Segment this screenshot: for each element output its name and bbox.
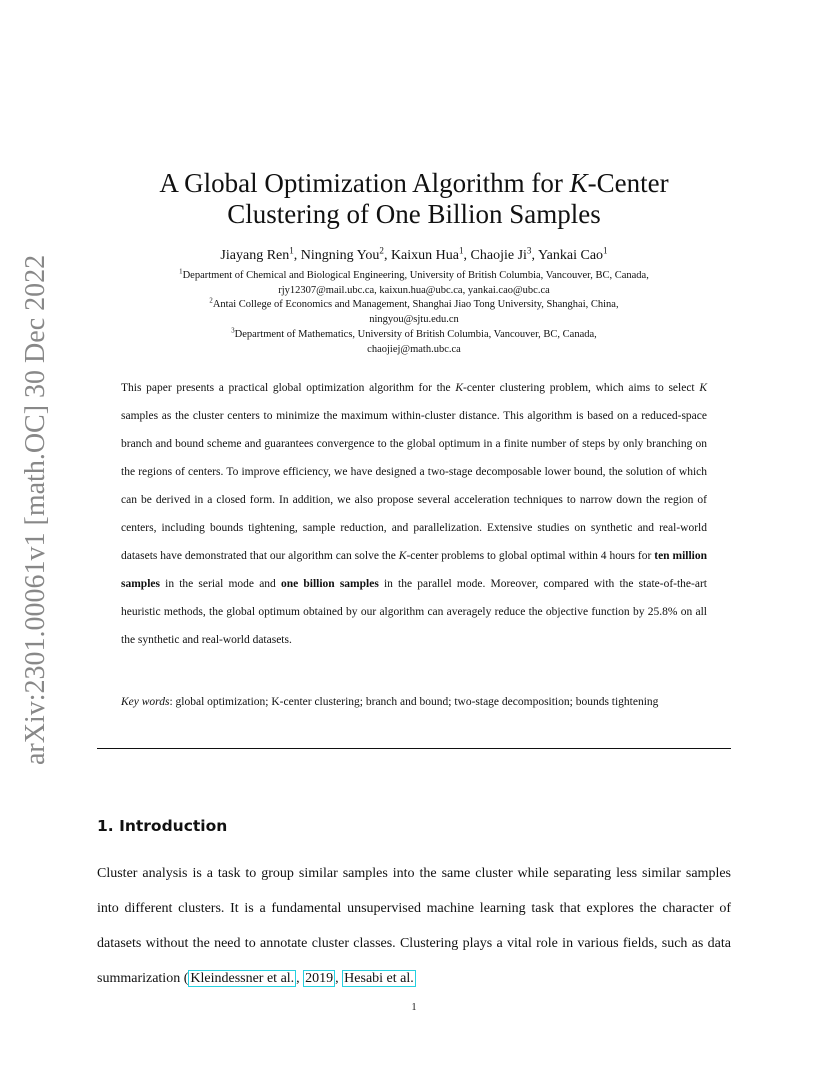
author-name: Kaixun Hua: [390, 248, 459, 263]
title-line-1: A Global Optimization Algorithm for K-Center: [159, 168, 669, 198]
affiliation-3: $^3$Department of Mathematics, University of British Columbia, Vancouver, BC, Canada, chaojiej@math.ubc.ca: [60, 327, 768, 357]
arxiv-identifier: arXiv:2301.00061v1 [math.OC] 30 Dec 2022: [20, 254, 51, 765]
author-name: Ningning You: [300, 248, 380, 263]
affiliation-2: $^2$Antai College of Economics and Management, Shanghai Jiao Tong University, Shanghai, China, ningyou@sjtu.edu.cn: [60, 297, 768, 327]
paper-title: [60, 168, 768, 230]
keywords-text: global optimization; K-center clustering; branch and bound; two-stage decomposition; bounds tightening: [172, 696, 659, 708]
citation-link[interactable]: 2019: [305, 971, 334, 986]
section-divider: [97, 748, 731, 749]
section-heading-introduction: 1. Introduction: [97, 817, 228, 835]
author-name: Chaojie Ji: [470, 248, 527, 263]
title-line-2: Clustering of One Billion Samples: [227, 199, 601, 229]
affiliation-1: $^1$Department of Chemical and Biological Engineering, University of British Columbia, Vancouver, BC, Canada, rjy12307@mail.ubc.ca, kaixun.hua@ubc.ca, yankai.cao@ubc.ca: [60, 268, 768, 298]
introduction-paragraph: Cluster analysis is a task to group similar samples into the same cluster while separating less similar samples into different clusters. It is a fundamental unsupervised machine learning task that explores the character of datasets without the need to annotate cluster classes. Clustering plays a vital role in various fields, such as data summarization ( Kleindessner et al. , 2019 , Hesabi et al.: [97, 866, 731, 986]
citation-link[interactable]: Hesabi et al.: [344, 971, 414, 986]
keywords-label: Key words: [121, 696, 170, 708]
abstract-text: This paper presents a practical global optimization algorithm for the K-center clustering problem, which aims to select K samples as the cluster centers to minimize the maximum within-cluster distance. This algorithm is based on a reduced-space branch and bound scheme and guarantees convergence to the global optimum in a finite number of steps by only branching on the regions of centers. To improve efficiency, we have designed a two-stage decomposable lower bound, the solution of which can be derived in a closed form. In addition, we also propose several acceleration techniques to narrow down the region of centers, including bounds tightening, sample reduction, and parallelization. Extensive studies on synthetic and real-world datasets have demonstrated that our algorithm can solve the K-center problems to global optimal within 4 hours for ten million samples in the serial mode and one billion samples in the parallel mode. Moreover, compared with the state-of-the-art heuristic methods, the global optimum obtained by our algorithm can averagely reduce the objective function by 25.8% on all the synthetic and real-world datasets.: [121, 382, 707, 646]
affiliation-emails: rjy12307@mail.ubc.ca, kaixun.hua@ubc.ca, yankai.cao@ubc.ca: [278, 285, 550, 296]
abstract: [121, 374, 707, 654]
keywords: Key words: global optimization; K-center clustering; branch and bound; two-stage decomposition; bounds tightening: [121, 696, 659, 708]
affiliation-emails: chaojiej@math.ubc.ca: [367, 344, 461, 355]
affiliation-emails: ningyou@sjtu.edu.cn: [369, 314, 459, 325]
page-number: 1: [411, 1002, 417, 1013]
author-name: Jiayang Ren: [220, 248, 290, 263]
author-list: Jiayang Ren$^1$, Ningning You$^2$, Kaixun Hua$^1$, Chaojie Ji$^3$, Yankai Cao$^1$: [220, 245, 608, 263]
citation-link[interactable]: Kleindessner et al.: [190, 971, 295, 986]
author-name: Yankai Cao: [537, 248, 604, 263]
